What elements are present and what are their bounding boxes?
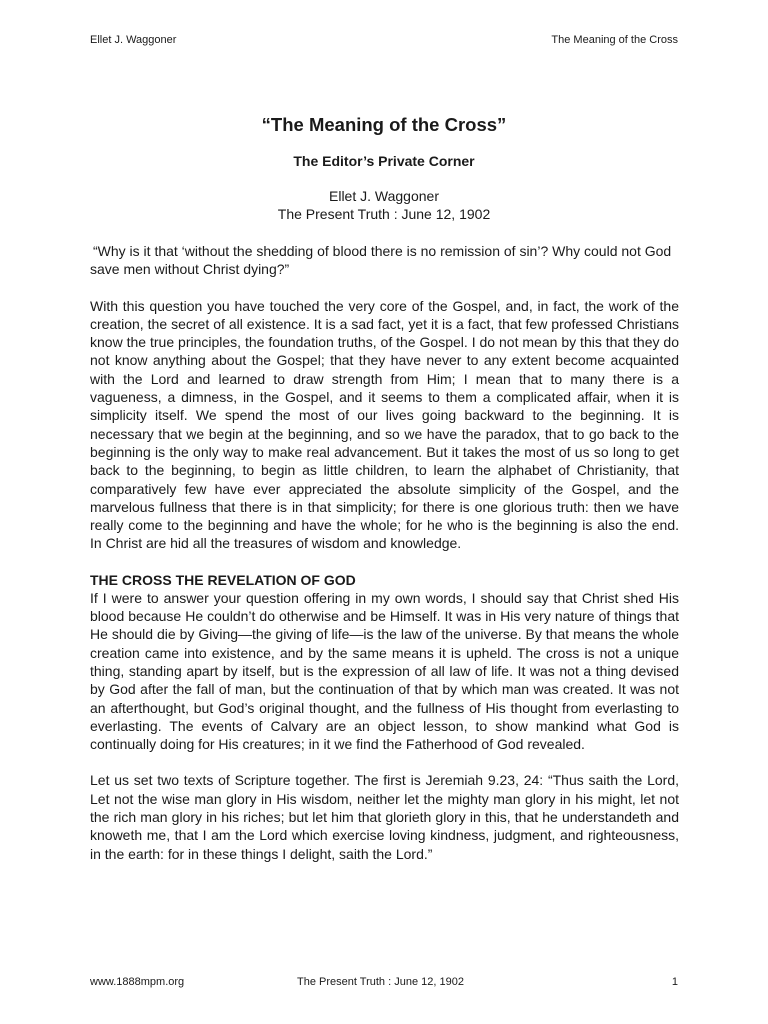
document-title: “The Meaning of the Cross”	[261, 114, 507, 135]
opening-question: “Why is it that ‘without the shedding of blood there is no remission of sin’? Why could not God save men without Christ dying?”	[90, 243, 672, 278]
byline	[90, 187, 678, 223]
section-heading: THE CROSS THE REVELATION OF GOD	[90, 571, 356, 588]
document-subtitle: The Editor’s Private Corner	[293, 153, 475, 169]
paragraph-2: If I were to answer your question offering in my own words, I should say that Christ shed His blood because He couldn’t do otherwise and be Himself. It was in His very nature of things that He should die by Giving—the giving of life—is the law of the universe. By that means the whole creation came into existence, and by the same means it is upheld. The cross is not a unique thing, standing apart by itself, but is the expression of all law of life. It was not a thing devised by God after the fall of man, but the continuation of that by which man was created. It was not an afterthought, but God’s original thought, and the fullness of His thought from everlasting to everlasting. The events of Calvary are an object lesson, to show mankind what God is continually doing for His creatures; in it we find the Fatherhood of God revealed.	[90, 589, 679, 753]
article-body	[90, 242, 679, 881]
byline-source: The Present Truth : June 12, 1902	[277, 206, 491, 222]
byline-author: Ellet J. Waggoner	[329, 188, 439, 204]
running-footer	[90, 975, 678, 989]
header-work-title: The Meaning of the Cross	[551, 34, 678, 46]
footer-source: The Present Truth : June 12, 1902	[297, 976, 464, 988]
running-header	[90, 33, 678, 47]
page-number: 1	[671, 976, 678, 988]
paragraph-1: With this question you have touched the very core of the Gospel, and, in fact, the work of the creation, the secret of all existence. It is a sad fact, yet it is a fact, that few professed Christians know the true principles, the foundation truths, of the Gospel. I do not mean by this that they do not know anything about the Gospel; that they have never to any extent become acquainted with the Lord and learned to draw strength from Him; I mean that to many there is a vagueness, a dimness, in the Gospel, and it seems to them a complicated affair, when it is simplicity itself. We spend the most of our lives going backward to the beginning. It is necessary that we begin at the beginning, and so we have the paradox, that to go back to the beginning is the only way to make real advancement. But it takes the most of us so long to get back to the beginning, to begin as little children, to learn the alphabet of Christianity, that comparatively few have ever appreciated the absolute simplicity of the Gospel, and the marvelous fullness that there is in that simplicity; for there is one glorious truth: then we have really come to the beginning and have the whole; for he who is the beginning is also the end. In Christ are hid all the treasures of wisdom and knowledge.	[90, 297, 679, 552]
paragraph-3: Let us set two texts of Scripture together. The first is Jeremiah 9.23, 24: “Thus saith the Lord, Let not the wise man glory in His wisdom, neither let the mighty man glory in his might, let not the rich man glory in his riches; but let him that glorieth glory in this, that he understandeth and knoweth me, that I am the Lord which exercise loving kindness, judgment, and righteousness, in the earth: for in these things I delight, saith the Lord.”	[90, 772, 679, 862]
footer-website: www.1888mpm.org	[90, 976, 185, 988]
header-author: Ellet J. Waggoner	[90, 34, 177, 46]
